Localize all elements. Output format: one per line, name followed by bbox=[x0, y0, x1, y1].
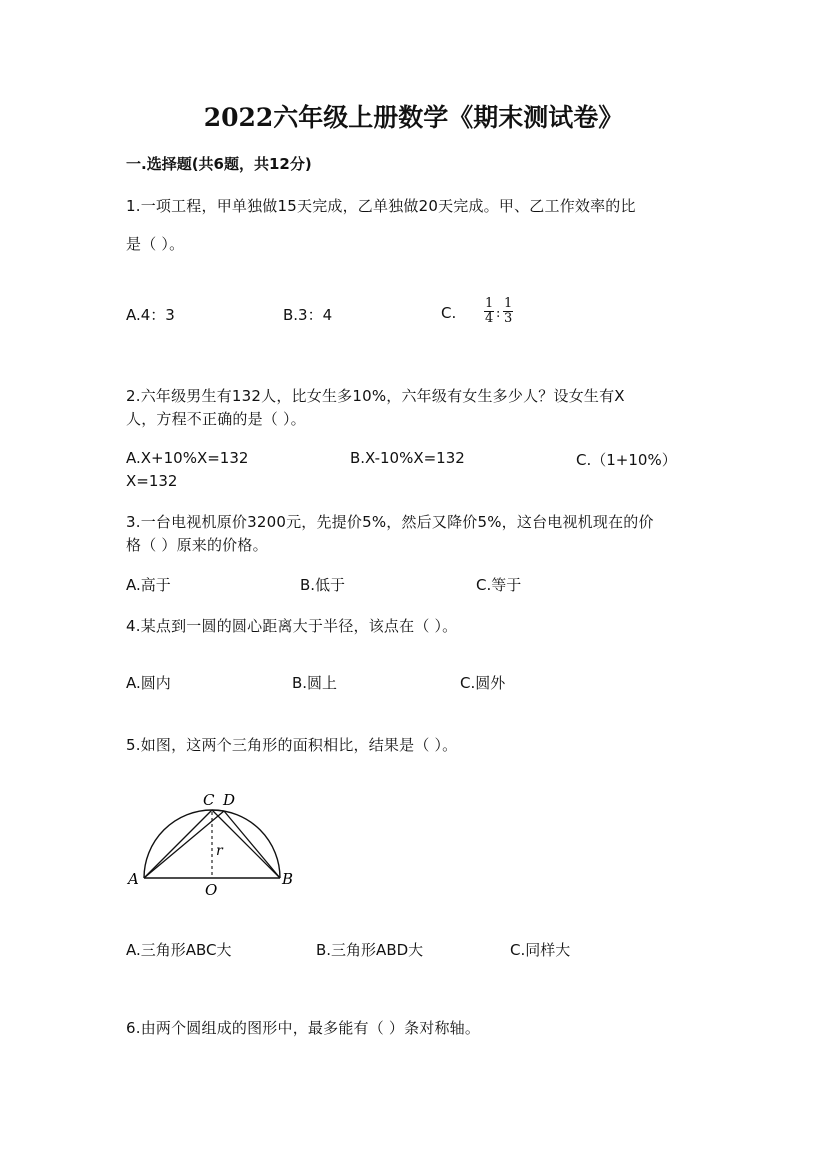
question-5-option-b[interactable]: B.三角形ABD大 bbox=[316, 941, 424, 959]
question-1-option-a[interactable]: A.4：3 bbox=[126, 306, 175, 324]
fraction-one-third: $\frac{1}{3}$ bbox=[504, 296, 513, 326]
question-6-line-1: 6.由两个圆组成的图形中，最多能有（ ）条对称轴。 bbox=[126, 1019, 481, 1037]
question-4-line-1: 4.某点到一圆的圆心距离大于半径，该点在（ ）。 bbox=[126, 617, 458, 635]
question-1-line-1: 1.一项工程，甲单独做15天完成，乙单独做20天完成。甲、乙工作效率的比 bbox=[126, 197, 636, 215]
label-o: O bbox=[205, 881, 218, 899]
question-2-option-a[interactable]: A.X+10%X=132 bbox=[126, 449, 249, 467]
question-1-line-2: 是（ ）。 bbox=[126, 235, 185, 253]
label-d: D bbox=[223, 791, 236, 809]
question-5-line-1: 5.如图，这两个三角形的面积相比，结果是（ ）。 bbox=[126, 736, 458, 754]
question-3-option-c[interactable]: C.等于 bbox=[476, 576, 522, 594]
label-b: B bbox=[282, 870, 294, 888]
question-2-option-c[interactable]: C.（1+10%） bbox=[576, 451, 677, 469]
question-4-option-a[interactable]: A.圆内 bbox=[126, 674, 171, 692]
question-2-line-1: 2.六年级男生有132人，比女生多10%，六年级有女生多少人？设女生有X bbox=[126, 387, 625, 405]
ratio-separator: : bbox=[496, 306, 501, 321]
question-5-option-a[interactable]: A.三角形ABC大 bbox=[126, 941, 232, 959]
question-4-option-c[interactable]: C.圆外 bbox=[460, 674, 506, 692]
question-1-option-c[interactable]: C. bbox=[441, 304, 457, 322]
question-1-option-b[interactable]: B.3：4 bbox=[283, 306, 333, 324]
label-c: C bbox=[203, 791, 215, 809]
label-r: r bbox=[216, 843, 223, 859]
question-4-option-b[interactable]: B.圆上 bbox=[292, 674, 338, 692]
question-2-line-2: 人，方程不正确的是（ ）。 bbox=[126, 410, 306, 428]
page-title: 2022六年级上册数学《期末测试卷》 bbox=[203, 103, 624, 132]
question-3-line-1: 3.一台电视机原价3200元，先提价5%，然后又降价5%，这台电视机现在的价 bbox=[126, 513, 654, 531]
question-5-option-c[interactable]: C.同样大 bbox=[510, 941, 571, 959]
question-2-option-b[interactable]: B.X-10%X=132 bbox=[350, 449, 465, 467]
label-a: A bbox=[128, 870, 139, 888]
segment-ac bbox=[144, 810, 212, 878]
semicircle-triangles-figure bbox=[120, 785, 305, 900]
section-heading: 一.选择题(共6题，共12分) bbox=[126, 155, 312, 173]
question-3-option-b[interactable]: B.低于 bbox=[300, 576, 346, 594]
question-3-option-a[interactable]: A.高于 bbox=[126, 576, 171, 594]
question-3-line-2: 格（ ）原来的价格。 bbox=[126, 536, 268, 554]
question-2-option-c-continued: X=132 bbox=[126, 472, 178, 490]
fraction-one-quarter: $\frac{1}{4}$ bbox=[485, 296, 494, 326]
